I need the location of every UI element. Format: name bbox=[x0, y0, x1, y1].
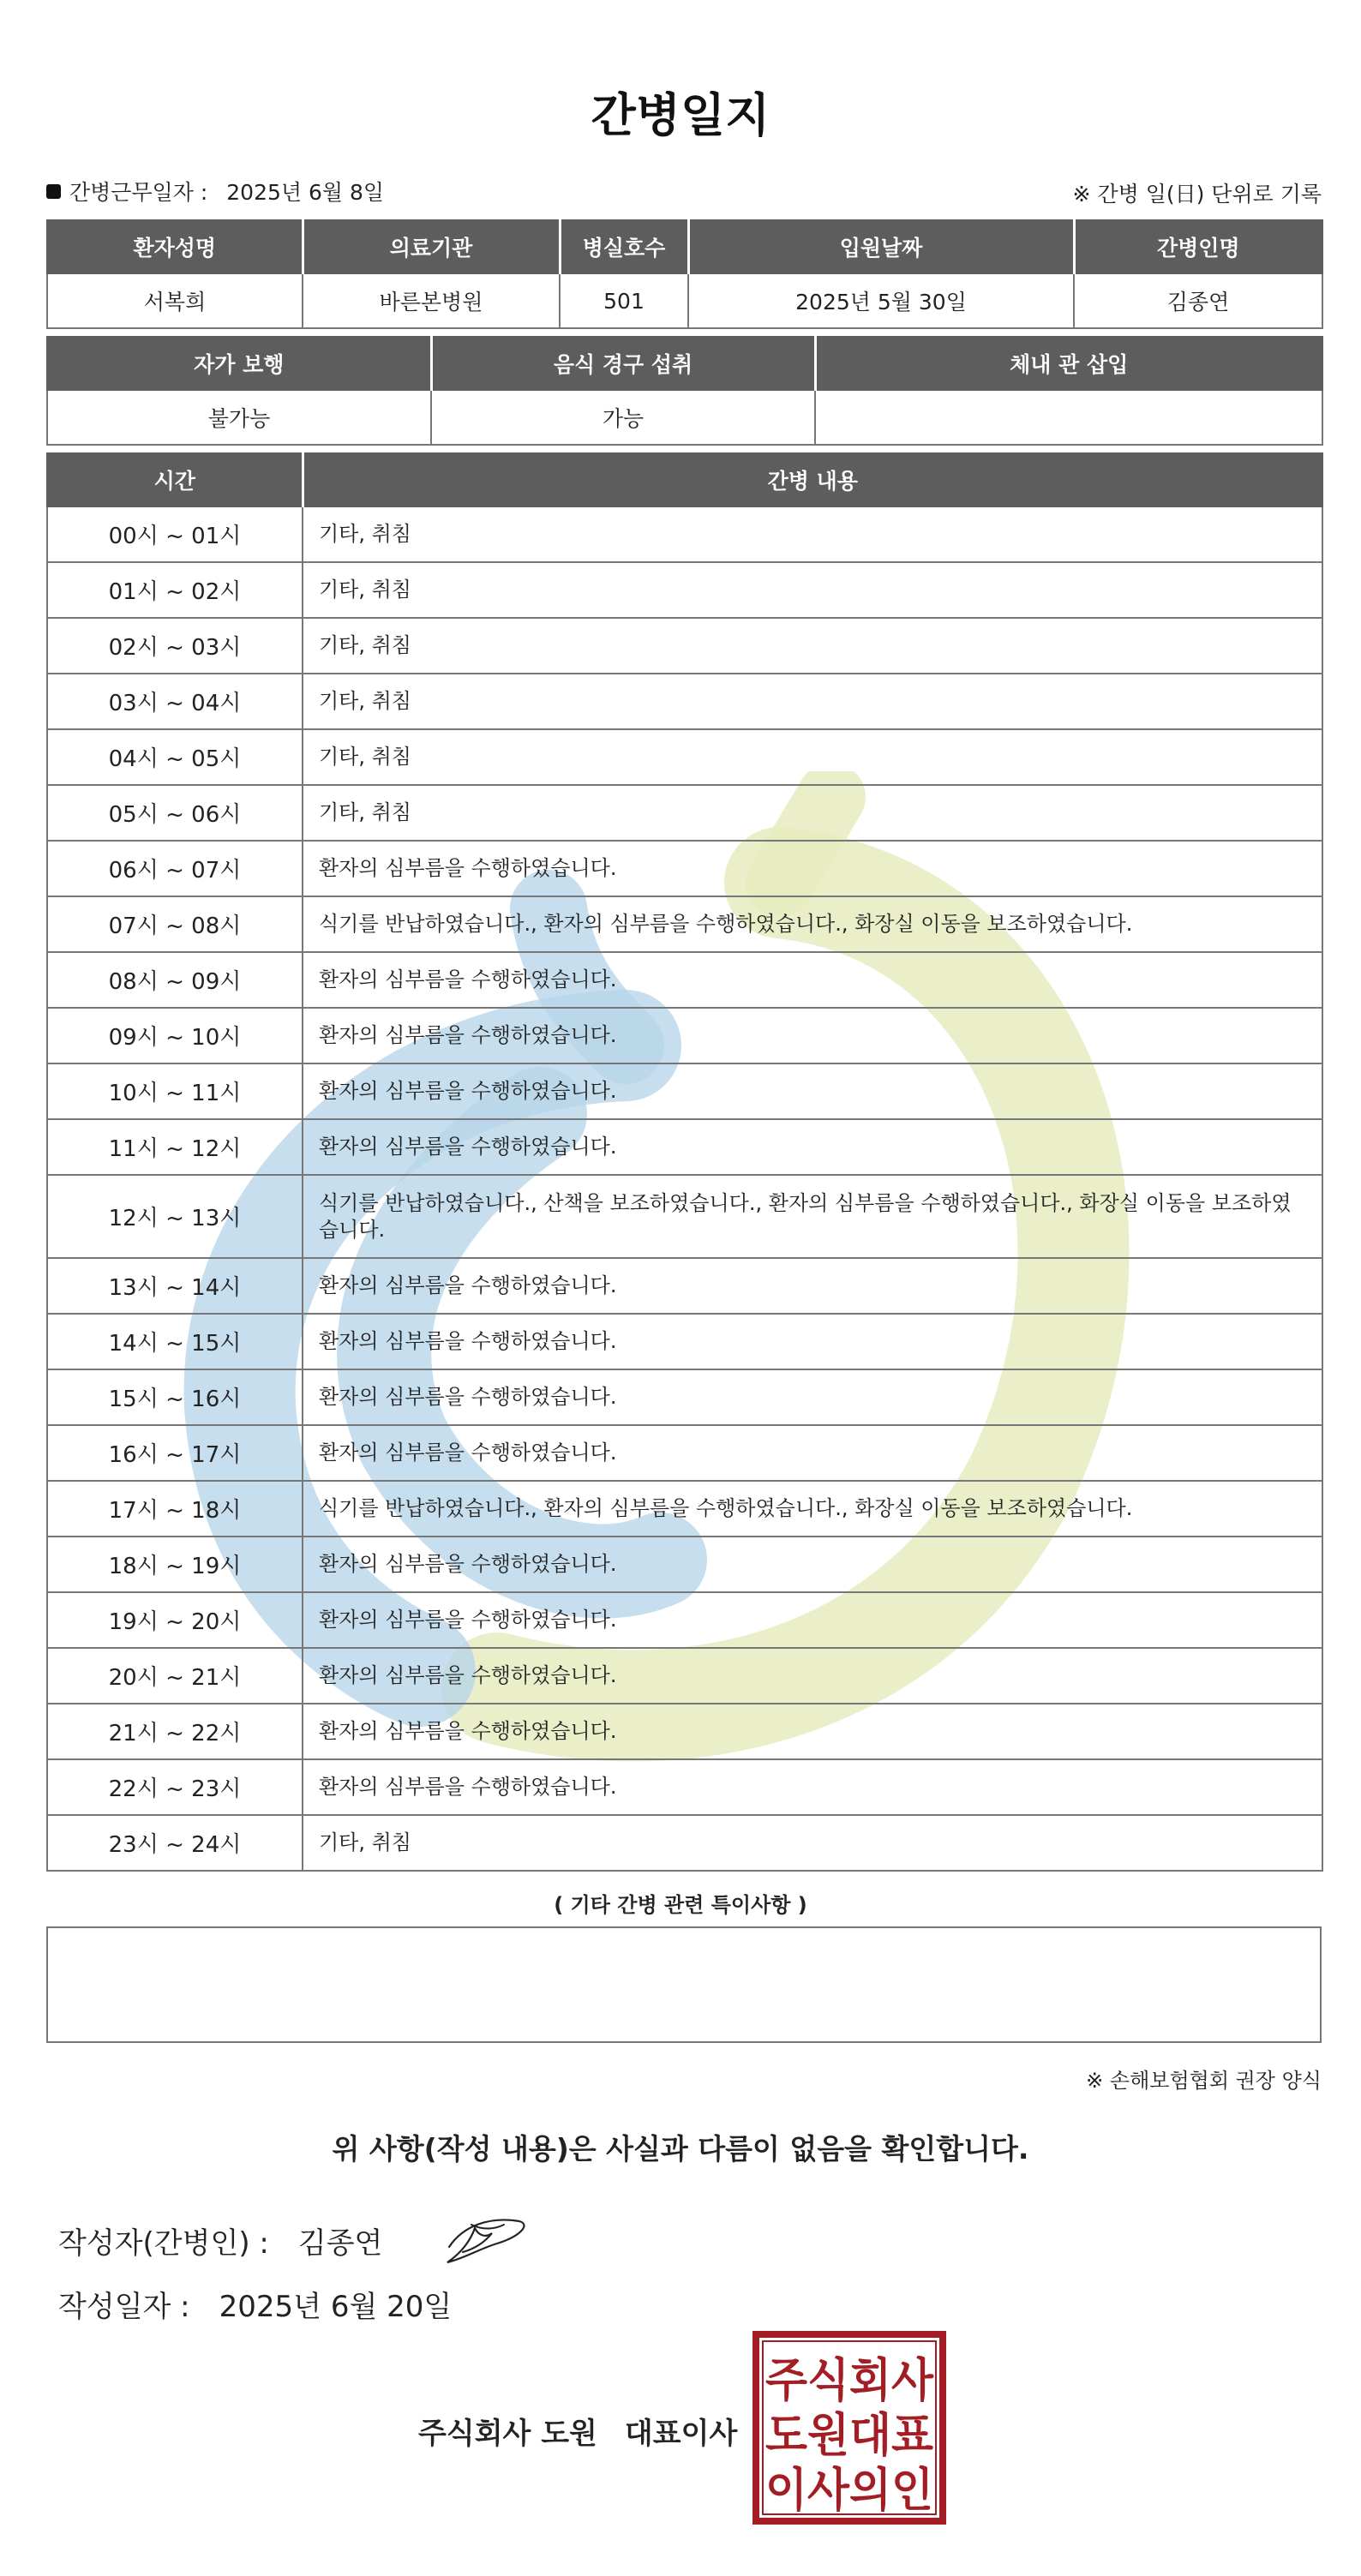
table-row bbox=[47, 1258, 1322, 1314]
seal-line-1: 주식회사 bbox=[765, 2353, 934, 2407]
care-content: 환자의 심부름을 수행하였습니다. bbox=[303, 1063, 1322, 1119]
table-row bbox=[47, 1759, 1322, 1815]
care-content: 환자의 심부름을 수행하였습니다. bbox=[303, 1119, 1322, 1175]
admission-date: 2025년 5월 30일 bbox=[688, 273, 1074, 328]
time-slot: 04시 ~ 05시 bbox=[47, 729, 303, 785]
header-oral-intake: 음식 경구 섭취 bbox=[431, 337, 815, 390]
header-caregiver-name: 간병인명 bbox=[1074, 220, 1322, 273]
time-slot: 09시 ~ 10시 bbox=[47, 1008, 303, 1063]
tube-insertion-value bbox=[815, 390, 1322, 445]
time-slot: 13시 ~ 14시 bbox=[47, 1258, 303, 1314]
care-content: 환자의 심부름을 수행하였습니다. bbox=[303, 1592, 1322, 1648]
header-self-walking: 자가 보행 bbox=[47, 337, 431, 390]
written-date-value: 2025년 6월 20일 bbox=[219, 2290, 453, 2324]
table-row bbox=[47, 674, 1322, 729]
header-hospital: 의료기관 bbox=[303, 220, 560, 273]
header-time: 시간 bbox=[47, 453, 303, 506]
seal-line-3: 이사의인 bbox=[765, 2463, 933, 2517]
time-slot: 20시 ~ 21시 bbox=[47, 1648, 303, 1704]
patient-status-table bbox=[46, 336, 1323, 446]
header-room-number: 병실호수 bbox=[560, 220, 688, 273]
care-content: 환자의 심부름을 수행하였습니다. bbox=[303, 952, 1322, 1008]
time-slot: 03시 ~ 04시 bbox=[47, 674, 303, 729]
table-row bbox=[47, 1537, 1322, 1592]
care-content: 환자의 심부름을 수행하였습니다. bbox=[303, 1314, 1322, 1369]
table-row bbox=[47, 1481, 1322, 1537]
time-slot: 11시 ~ 12시 bbox=[47, 1119, 303, 1175]
company-seal bbox=[752, 2331, 946, 2525]
table-row bbox=[47, 1175, 1322, 1258]
care-content: 환자의 심부름을 수행하였습니다. bbox=[303, 1537, 1322, 1592]
work-date-value: 2025년 6월 8일 bbox=[226, 180, 385, 205]
care-content: 환자의 심부름을 수행하였습니다. bbox=[303, 1704, 1322, 1759]
work-date-label: 간병근무일자 : bbox=[69, 180, 208, 205]
care-content: 기타, 취침 bbox=[303, 785, 1322, 841]
special-notes-box bbox=[46, 1926, 1322, 2043]
work-date-group bbox=[46, 176, 384, 207]
ceo-title: 대표이사 bbox=[624, 2417, 738, 2451]
care-content: 기타, 취침 bbox=[303, 1815, 1322, 1871]
time-slot: 19시 ~ 20시 bbox=[47, 1592, 303, 1648]
table-row bbox=[47, 896, 1322, 952]
company-name: 주식회사 도원 bbox=[418, 2417, 597, 2451]
care-content: 환자의 심부름을 수행하였습니다. bbox=[303, 1008, 1322, 1063]
table-row bbox=[47, 1815, 1322, 1871]
time-slot: 12시 ~ 13시 bbox=[47, 1175, 303, 1258]
time-slot: 05시 ~ 06시 bbox=[47, 785, 303, 841]
writer-row bbox=[58, 2220, 382, 2261]
table-row bbox=[47, 841, 1322, 896]
written-date-label: 작성일자 : bbox=[58, 2290, 190, 2324]
time-slot: 21시 ~ 22시 bbox=[47, 1704, 303, 1759]
hospital-name: 바른본병원 bbox=[303, 273, 560, 328]
writer-name: 김종연 bbox=[297, 2226, 383, 2261]
patient-info-table bbox=[46, 219, 1323, 329]
time-slot: 17시 ~ 18시 bbox=[47, 1481, 303, 1537]
care-content: 식기를 반납하였습니다., 산책을 보조하였습니다., 환자의 심부름을 수행하였습니다., 화장실 이동을 보조하였습니다. bbox=[303, 1175, 1322, 1258]
room-number: 501 bbox=[560, 273, 688, 328]
table-row bbox=[47, 785, 1322, 841]
table-row bbox=[47, 1369, 1322, 1425]
bullet-square-icon bbox=[46, 184, 61, 199]
care-content: 환자의 심부름을 수행하였습니다. bbox=[303, 1258, 1322, 1314]
time-slot: 22시 ~ 23시 bbox=[47, 1759, 303, 1815]
table-row bbox=[47, 1119, 1322, 1175]
table-row bbox=[47, 506, 1322, 562]
time-slot: 15시 ~ 16시 bbox=[47, 1369, 303, 1425]
time-slot: 08시 ~ 09시 bbox=[47, 952, 303, 1008]
time-slot: 02시 ~ 03시 bbox=[47, 618, 303, 674]
care-content: 환자의 심부름을 수행하였습니다. bbox=[303, 1648, 1322, 1704]
table-row bbox=[47, 1704, 1322, 1759]
time-slot: 00시 ~ 01시 bbox=[47, 506, 303, 562]
writer-label: 작성자(간병인) : bbox=[58, 2226, 269, 2261]
patient-name: 서복희 bbox=[47, 273, 303, 328]
care-content: 기타, 취침 bbox=[303, 506, 1322, 562]
care-content: 환자의 심부름을 수행하였습니다. bbox=[303, 1425, 1322, 1481]
handwritten-signature bbox=[437, 2209, 533, 2269]
care-content: 식기를 반납하였습니다., 환자의 심부름을 수행하였습니다., 화장실 이동을 보조하였습니다. bbox=[303, 896, 1322, 952]
caregiver-name: 김종연 bbox=[1074, 273, 1322, 328]
table-row bbox=[47, 1063, 1322, 1119]
written-date-row bbox=[58, 2283, 452, 2325]
time-slot: 14시 ~ 15시 bbox=[47, 1314, 303, 1369]
table-row bbox=[47, 952, 1322, 1008]
time-slot: 10시 ~ 11시 bbox=[47, 1063, 303, 1119]
daily-record-note: ※ 간병 일(日) 단위로 기록 bbox=[1072, 182, 1322, 207]
document-title: 간병일지 bbox=[591, 88, 770, 142]
care-content: 기타, 취침 bbox=[303, 729, 1322, 785]
table-row bbox=[47, 1592, 1322, 1648]
header-admission-date: 입원날짜 bbox=[688, 220, 1074, 273]
care-content: 기타, 취침 bbox=[303, 562, 1322, 618]
header-care-content: 간병 내용 bbox=[303, 453, 1322, 506]
care-content: 식기를 반납하였습니다., 환자의 심부름을 수행하였습니다., 화장실 이동을 보조하였습니다. bbox=[303, 1481, 1322, 1537]
table-row bbox=[47, 562, 1322, 618]
table-row bbox=[47, 1648, 1322, 1704]
care-content: 기타, 취침 bbox=[303, 674, 1322, 729]
care-content: 환자의 심부름을 수행하였습니다. bbox=[303, 1369, 1322, 1425]
table-row bbox=[47, 1008, 1322, 1063]
table-row bbox=[47, 729, 1322, 785]
table-row bbox=[47, 1425, 1322, 1481]
oral-intake-value: 가능 bbox=[431, 390, 815, 445]
company-signoff bbox=[418, 2410, 737, 2452]
time-slot: 01시 ~ 02시 bbox=[47, 562, 303, 618]
confirmation-statement: 위 사항(작성 내용)은 사실과 다름이 없음을 확인합니다. bbox=[332, 2132, 1029, 2166]
table-row bbox=[47, 1314, 1322, 1369]
time-slot: 06시 ~ 07시 bbox=[47, 841, 303, 896]
time-slot: 23시 ~ 24시 bbox=[47, 1815, 303, 1871]
form-source-note: ※ 손해보험협회 권장 양식 bbox=[1086, 2069, 1322, 2093]
time-slot: 16시 ~ 17시 bbox=[47, 1425, 303, 1481]
seal-line-2: 도원대표 bbox=[765, 2408, 933, 2462]
special-notes-title: ( 기타 간병 관련 특이사항 ) bbox=[554, 1893, 807, 1917]
time-slot: 07시 ~ 08시 bbox=[47, 896, 303, 952]
care-content: 기타, 취침 bbox=[303, 618, 1322, 674]
header-tube-insertion: 체내 관 삽입 bbox=[815, 337, 1322, 390]
care-log-body bbox=[47, 506, 1322, 1871]
care-log-table bbox=[46, 452, 1323, 1872]
time-slot: 18시 ~ 19시 bbox=[47, 1537, 303, 1592]
header-patient-name: 환자성명 bbox=[47, 220, 303, 273]
care-content: 환자의 심부름을 수행하였습니다. bbox=[303, 1759, 1322, 1815]
meta-row bbox=[46, 176, 1322, 207]
care-content: 환자의 심부름을 수행하였습니다. bbox=[303, 841, 1322, 896]
self-walking-value: 불가능 bbox=[47, 390, 431, 445]
table-row bbox=[47, 618, 1322, 674]
